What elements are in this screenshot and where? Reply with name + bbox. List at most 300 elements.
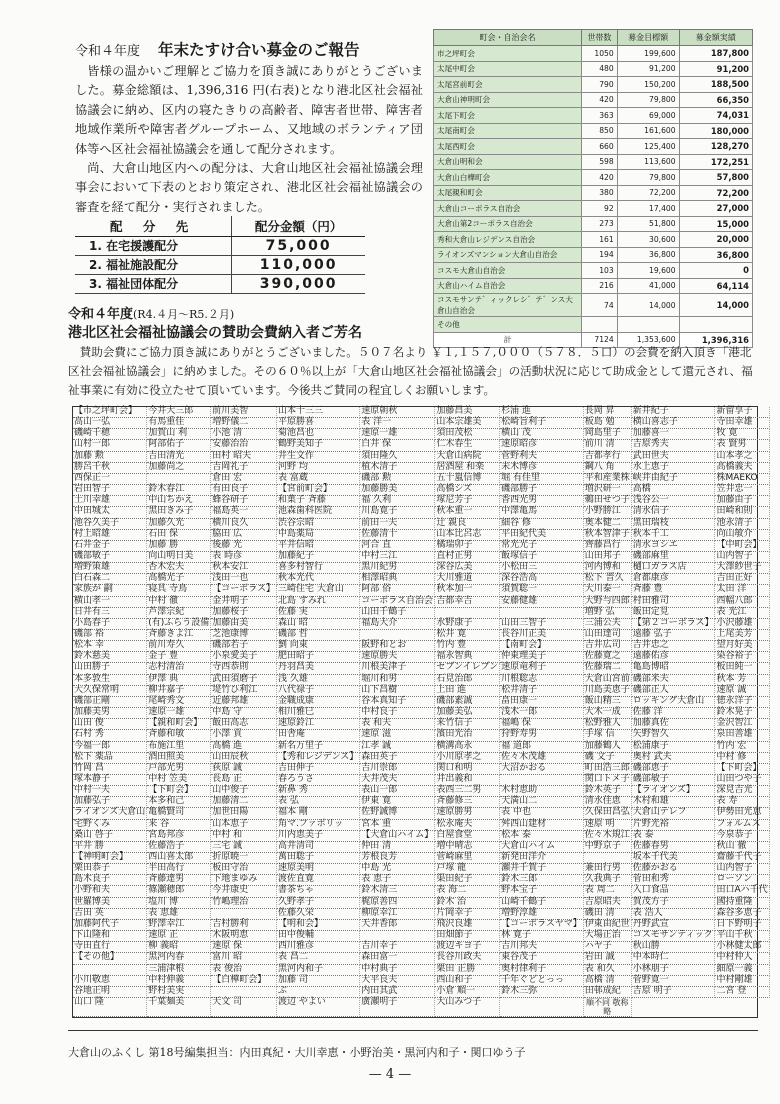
donor-name: 久保田昌弘 (584, 808, 632, 819)
town-households: 660 (582, 139, 618, 155)
donor-name: 森谷多恵子 (715, 909, 769, 920)
town-target (617, 317, 679, 333)
donor-name: 細原一義 (715, 965, 769, 976)
donor-name: 大場正治 (584, 931, 632, 942)
town-actual: 20,000 (679, 232, 752, 248)
donor-name: 西山和子 (435, 976, 500, 987)
editors-credit: 大倉山のふくし 第18号編集担当：内田真紀・大川幸恵・小野治美・黒河内和子・関口ゆう子 (68, 1046, 526, 1059)
donor-name: 丹野武宣 (632, 920, 716, 931)
donor-name: 千葉麺美 (147, 998, 211, 1017)
town-households: 103 (582, 263, 618, 279)
donor-name: 新発田洋介 (500, 853, 584, 864)
donor-name (500, 998, 584, 1017)
donor-name: 濱田光治 (435, 730, 500, 741)
donor-name: 今福一郎 (73, 742, 147, 753)
donor-name: 表 洋一 (360, 418, 435, 429)
town-row (434, 216, 753, 232)
town-actual: 91,200 (679, 61, 752, 77)
town-actual: 188,500 (679, 77, 752, 93)
donor-name: 家族が 嗣 (73, 585, 147, 596)
donor-name: 前川寿久 (147, 641, 211, 652)
donor-name: 金職成康 (277, 697, 360, 708)
donor-name: 加藤尚之 (147, 463, 211, 474)
donor-name: 加藤由美 (211, 619, 277, 630)
donor-name: 染谷裕子 (715, 652, 769, 663)
donor-name: 阿部佑子 (147, 440, 211, 451)
donor-name: 金子 豊 (147, 652, 211, 663)
donor-name: 上田 進 (435, 686, 500, 697)
donor-name: 谷地正明 (73, 987, 147, 998)
allocation-label: 2. 福祉施設配分 (75, 255, 232, 274)
donor-name: 直村正男 (435, 552, 500, 563)
donor-name: 武田須磨子 (211, 675, 277, 686)
donor-name: 黒河内和子 (277, 965, 360, 976)
donor-name: 竹岡 昌 (73, 764, 147, 775)
donor-name: 平和産業株 (584, 474, 632, 485)
intro-paragraph: 尚、大倉山地区内への配分は、大倉山地区社会福祉協議会理事会において下表のとおり策定され、港北区社会福祉協議会の審査を経て配分・実行されました。 (75, 161, 423, 214)
donor-name: 秋本加一 (435, 585, 500, 596)
town-target: 51,800 (617, 216, 679, 232)
town-target: 41,000 (617, 278, 679, 294)
donor-name: 鶴野美知子 (277, 440, 360, 451)
donor-name: 野澤幸江 (147, 920, 211, 931)
town-row (434, 123, 753, 139)
town-target: 161,600 (617, 123, 679, 139)
donor-name: 遠藤 弘子 (632, 630, 716, 641)
donor-name: 仁木春生 (435, 440, 500, 451)
donor-name: 山田邦子 (584, 552, 632, 563)
donor-name: 平井信昭 (277, 541, 360, 552)
donor-name: 島木良子 (73, 875, 147, 886)
donor-name-grid (72, 406, 768, 1018)
donor-name: 磯部敏子 (632, 775, 716, 786)
donor-name: 戸部光男 (147, 764, 211, 775)
donor-name: 林 寛子 (500, 931, 584, 942)
donor-name: 秋本重一 (435, 507, 500, 518)
donor-name: 細谷 修 (500, 519, 584, 530)
donor-name: 大倉山テレフ (632, 808, 716, 819)
donor-name: 長岡 昇 (584, 407, 632, 418)
donor-name: 小沢藤雄 (715, 619, 769, 630)
town-target: 199,600 (617, 46, 679, 62)
town-target: 91,200 (617, 61, 679, 77)
donor-name: 矢野智久 (632, 730, 716, 741)
donor-name: 前川 清 (584, 440, 632, 451)
donor-name: 長谷川政夫 (435, 953, 500, 964)
donor-name: 【市之坪町会】 (73, 407, 147, 418)
donor-name: 浅木一郎 (500, 708, 584, 719)
donor-name: 鈴木慈美 (73, 652, 147, 663)
donor-name: 吉都孝行 (584, 452, 632, 463)
donor-name: 鈴木春江 (147, 485, 211, 496)
donor-name: 金井明子 (211, 597, 277, 608)
town-header-target: 募金目標額 (617, 30, 679, 46)
town-row (434, 294, 753, 317)
donor-name: 脇田 広 (211, 530, 277, 541)
allocation-header-amount: 配分金額（円） (232, 216, 365, 236)
donor-name: 山本比呂志 (435, 530, 500, 541)
donor-name: 辻 親良 (435, 519, 500, 530)
donor-name: 表 寿 (715, 797, 769, 808)
donor-name: 谷本真知子 (360, 697, 435, 708)
donor-name: 加藤紀子 (277, 552, 360, 563)
donor-name: 今泉恭子 (715, 831, 769, 842)
town-households: 194 (582, 247, 618, 263)
donor-name: 河合 直 (360, 541, 435, 552)
town-header-actual: 募金額実績 (679, 30, 752, 46)
donor-name: 飯田定見 (632, 608, 716, 619)
donor-name: 福本 剛 (277, 808, 360, 819)
donor-name: 【大倉山ハイム】 (360, 831, 435, 842)
donor-name: ぶ (277, 987, 360, 998)
allocation-table (75, 216, 365, 294)
title-era: 令和４年度 (75, 44, 141, 59)
donor-name: 表 浩人 (632, 909, 716, 920)
donor-name: 三浦公夫 (584, 619, 632, 630)
donor-name: 白屋食堂 (435, 831, 500, 842)
donor-name: 山本恵子 (211, 820, 277, 831)
allocation-label: 1. 在宅援護配分 (75, 236, 232, 255)
donor-name: 磯部正剛 (73, 697, 147, 708)
donor-name: 大倉山宮前 (584, 675, 632, 686)
donor-name: 高橋 清 (584, 976, 632, 987)
donor-name: 日下野明子 (715, 920, 769, 931)
town-row (434, 170, 753, 186)
donor-name: 渡辺キヨ子 (435, 942, 500, 953)
donor-name: 深谷広美 (435, 563, 500, 574)
donor-name: 表 光江 (715, 608, 769, 619)
donor-name: 久我典子 (584, 875, 632, 886)
donor-name: 黒田瑞枝 (632, 519, 716, 530)
donor-name: 松野雅人 (584, 719, 632, 730)
donor-name: 秋本智津子 (584, 530, 632, 541)
town-row (434, 61, 753, 77)
donor-name: 磯部若子 (211, 641, 277, 652)
donor-name: 向山明日美 (147, 552, 211, 563)
donor-name: 太田 洋 (715, 585, 769, 596)
donor-name: 高橋シズ (435, 485, 500, 496)
donor-name: 河野 均 (277, 463, 360, 474)
donor-name: 平原勝喜 (277, 418, 360, 429)
donor-name: 菅野寛一 (632, 976, 716, 987)
donor-name: 【下町会】 (715, 764, 769, 775)
donor-name: 鈴木清三 (360, 886, 435, 897)
allocation-row (75, 274, 365, 293)
donor-name: 清水佳恵 (584, 797, 632, 808)
donor-name: 寝具 寺鳥 (147, 585, 211, 596)
donor-name: 板田純一 (715, 663, 769, 674)
donor-name: 井生文作 (277, 452, 360, 463)
donor-name: 三崎住宅 大倉山 (277, 585, 360, 596)
donor-name: 前川美智 (211, 407, 277, 418)
town-actual: 74,031 (679, 108, 752, 124)
town-target: 30,600 (617, 232, 679, 248)
town-households: 363 (582, 108, 618, 124)
donor-name: 山中俊子 (211, 786, 277, 797)
donor-name: 井出義和 (435, 775, 500, 786)
donor-name: 大井茂夫 (360, 775, 435, 786)
town-target: 125,400 (617, 139, 679, 155)
town-households: 161 (582, 232, 618, 248)
donor-name: 松井 寛 (435, 630, 500, 641)
town-households: 7124 (582, 332, 618, 348)
donor-name: 世羅博美 (73, 898, 147, 909)
donor-name: 天井香郎 (360, 920, 435, 931)
donor-name: 加世田陽 (211, 808, 277, 819)
town-donation-table (433, 29, 753, 348)
donor-name: 白井 保 (360, 440, 435, 451)
donor-name: 下地まゆみ (211, 875, 277, 886)
donor-name: 斉藤和敏 (147, 730, 211, 741)
donor-name: 横溝高永 (435, 742, 500, 753)
donor-name: 飯塚信子 (500, 552, 584, 563)
donor-name: 今井康史 (211, 886, 277, 897)
donor-name: 表 恵子 (360, 875, 435, 886)
donor-name: 加藤喜一 (632, 429, 716, 440)
donor-name: 有馬重佳 (147, 418, 211, 429)
town-actual: 14,000 (679, 294, 752, 317)
donor-name: 中村 和 (211, 831, 277, 842)
donor-name: 磯部敏子 (73, 552, 147, 563)
donor-name: 近藤邦雄 (211, 697, 277, 708)
donor-name: 大川泰一 (584, 585, 632, 596)
donor-name: 寺田直行 (73, 942, 147, 953)
donor-name: 表 賢男 (715, 440, 769, 451)
donor-name: 鵜田せつ子 (584, 496, 632, 507)
donor-name: 鈴木三郎 (500, 875, 584, 886)
donor-name: 土川幸雄 (73, 496, 147, 507)
donor-name: 富川 昭 (211, 953, 277, 964)
donor-name: 小島春子 (73, 619, 147, 630)
donor-name: 齋藤千代子 (715, 853, 769, 864)
donor-name: 加藤鶴人 (584, 742, 632, 753)
donor-name: 西幅八郎 (715, 597, 769, 608)
donor-name: 鈴木三弥 (500, 987, 584, 998)
town-row (434, 278, 753, 294)
donor-name: 福永智典 (435, 652, 500, 663)
donor-name: 加藤 司 (277, 976, 360, 987)
town-actual: 66,350 (679, 92, 752, 108)
town-households: 850 (582, 123, 618, 139)
donor-name: 中村仲人 (715, 953, 769, 964)
donor-name: 山崎千鶴子 (500, 898, 584, 909)
donor-name: 戸塚 龍 (435, 864, 500, 875)
donor-name: 橘瑞卯子 (435, 541, 500, 552)
donor-name: 劉 向東 (277, 641, 360, 652)
donor-name: 速原 滋 (360, 730, 435, 741)
town-name: 大倉山白樺町会 (434, 170, 582, 186)
donor-name: 松下 薬品 (73, 753, 147, 764)
donor-name: 居酒屋 和楽 (435, 463, 500, 474)
donor-name: ロッキング大倉山 (632, 697, 716, 708)
donor-name: 中島薬局 (277, 530, 360, 541)
donor-name: 磯部勝子 (500, 485, 584, 496)
donor-name: 天満山二 (500, 797, 584, 808)
town-target: 36,800 (617, 247, 679, 263)
donor-name: 速原美明 (277, 864, 360, 875)
donor-name: 本多敦生 (73, 675, 147, 686)
donor-name: 肥田昭子 (277, 652, 360, 663)
town-name: 大倉山明和会 (434, 154, 582, 170)
town-target: 79,800 (617, 170, 679, 186)
town-row (434, 232, 753, 248)
donor-name: 田舎庵 (277, 730, 360, 741)
donor-name: 吉岡礼子 (211, 463, 277, 474)
donor-name: 山田 俊 (73, 719, 147, 730)
donor-name: 磯 文子 (584, 753, 632, 764)
donor-name: 柳原幸江 (360, 909, 435, 920)
donor-name: 表 和久 (584, 965, 632, 976)
donor-name: 栗田恭子 (73, 864, 147, 875)
donor-name: 倉田 宏 (211, 474, 277, 485)
donor-name: 堤竹ひ利江 (211, 686, 277, 697)
donor-name: 渡佐直寛 (277, 875, 360, 886)
donor-name: 大山みつ子 (435, 998, 500, 1017)
donor-name: 大倉山病院 (435, 452, 500, 463)
donor-name: 菅野利夫 (500, 452, 584, 463)
donor-name: 奥本健二 (584, 519, 632, 530)
donor-name: 磯部米夫 (632, 675, 716, 686)
town-name: 大倉山コーポラス自治会 (434, 201, 582, 217)
donor-name: 佐藤かおる (632, 864, 716, 875)
donor-name: 山本十三三 (277, 407, 360, 418)
donor-name: 松浦康子 (632, 742, 716, 753)
donor-name: 佐藤 実 (277, 608, 360, 619)
donor-name: 高橋義夫 (715, 463, 769, 474)
donor-name: 中村一夫 (73, 786, 147, 797)
donor-name: 【神明町会】 (73, 853, 147, 864)
town-row (434, 77, 753, 93)
town-target: 14,000 (617, 294, 679, 317)
donor-name: 福 久利 (360, 496, 435, 507)
donor-name: 吉川崇郎 (360, 764, 435, 775)
donor-name: 蜂谷研子 (211, 496, 277, 507)
donor-name: 中山ちかえ (147, 496, 211, 507)
donor-name: 笠井忠一 (715, 485, 769, 496)
donor-name: 表 富蔵 (277, 474, 360, 485)
donor-name: 八代禄子 (277, 686, 360, 697)
donor-name: 村上昭雄 (73, 530, 147, 541)
donor-name: 志村清治 (147, 663, 211, 674)
donor-name: 【中町会】 (715, 541, 769, 552)
donor-name: 川島寛子 (360, 507, 435, 518)
donor-name: 田口Aハ千代 (715, 886, 769, 897)
donor-name: 半田高行 (147, 864, 211, 875)
town-actual: 72,200 (679, 185, 752, 201)
donor-name: 山田辰秋 (211, 753, 277, 764)
donor-name: 小川原孝之 (435, 753, 500, 764)
donor-name: 加藤昌美 (435, 407, 500, 418)
town-name: その他 (434, 317, 582, 333)
donor-name: 増野儀二 (211, 418, 277, 429)
donor-name: 加藤勝美 (360, 485, 435, 496)
donor-name: 廣瀬明子 (360, 998, 435, 1017)
donor-name: 佐藤寛之 (584, 652, 632, 663)
donor-name: 泉田善雄 (715, 730, 769, 741)
donor-name: 田中俊輔 (277, 931, 360, 942)
town-name: 太尾中町会 (434, 61, 582, 77)
donor-name: 磯崎千穂 (73, 429, 147, 440)
donor-name: 小倉 順一 (435, 987, 500, 998)
donor-name: 来竹信子 (435, 719, 500, 730)
donor-name: 木村和雄 (632, 797, 716, 808)
town-row (434, 185, 753, 201)
donor-name: 木村恵助 (500, 786, 584, 797)
donor-name: 松井清子 (500, 686, 584, 697)
donor-name: 長谷川正美 (500, 630, 584, 641)
donor-name: 未木博彦 (500, 463, 584, 474)
donor-name: 後藤 光 (211, 541, 277, 552)
donor-name: 柳井嘉子 (147, 686, 211, 697)
donor-name: 加賀山 利 (147, 429, 211, 440)
donor-name: 梶原善四 (360, 898, 435, 909)
donor-name: 堀川和男 (360, 675, 435, 686)
donor-name: 中島 光 (360, 864, 435, 875)
donor-name: 牧 寛 (715, 429, 769, 440)
donor-name: 小野和夫 (73, 886, 147, 897)
donor-name: 福島英一 (211, 507, 277, 518)
donor-name: 遠藤佑彦 (632, 652, 716, 663)
donor-name: 西保正一 (73, 474, 147, 485)
donor-name: 川内恵美子 (277, 831, 360, 842)
donor-name: 飯山精三 (584, 697, 632, 708)
donor-name: 布施江里 (147, 742, 211, 753)
donor-name: 佐野誠博 (360, 808, 435, 819)
town-target: 1,353,600 (617, 332, 679, 348)
donor-name: 平田紀代美 (500, 530, 584, 541)
donor-name: 吉原秀夫 (632, 440, 716, 451)
donor-name: 清水ヨシエ (632, 541, 716, 552)
town-row (434, 263, 753, 279)
donor-name: 佐藤 洋 (632, 708, 716, 719)
donor-name: 須賀聡一 (500, 585, 584, 596)
donor-name: 前田一夫 (360, 519, 435, 530)
donor-name: 野村美実 (147, 987, 211, 998)
donor-name: 横山孝一 (73, 597, 147, 608)
donor-name: 大久保常明 (73, 686, 147, 697)
donor-name: 平山千秋 (715, 931, 769, 942)
donor-name: 亀島博昭 (632, 663, 716, 674)
donor-name: 丹羽昌美 (277, 663, 360, 674)
title-main: 年末たすけ合い募金のご報告 (158, 41, 360, 59)
town-actual: 64,114 (679, 278, 752, 294)
donor-name: 吉川幸子 (360, 942, 435, 953)
donor-name: 秋山 徹 (715, 842, 769, 853)
membership-period: (R4.４月〜R5.２月) (133, 308, 235, 321)
donor-name: 田邨成紀 (584, 987, 632, 998)
donor-name: 舛西山建材 (500, 820, 584, 831)
donor-name: 吉原昭夫 (584, 898, 632, 909)
town-households (582, 317, 618, 333)
donor-name: 表 恵雄 (147, 909, 211, 920)
donor-name: 相川雅巳 (277, 708, 360, 719)
donor-name: 速原 誠 (715, 686, 769, 697)
donor-name: 磯田 清 (584, 909, 632, 920)
donor-name: 山口 隆 (73, 998, 147, 1017)
donor-name: 入口食品 (632, 886, 716, 897)
town-name: 太尾宮前町会 (434, 77, 582, 93)
town-households: 1050 (582, 46, 618, 62)
donor-name: 佐藤浩子 (147, 842, 211, 853)
allocation-amount: 110,000 (232, 255, 365, 274)
donor-name: 福 道郎 (500, 742, 584, 753)
donor-name: 池永清子 (715, 519, 769, 530)
donor-name: 加藤 勝 (147, 541, 211, 552)
donor-name: 安藤治治 (211, 440, 277, 451)
donor-name: 福島大介 (360, 619, 435, 630)
donor-name: 【白樺町会】 (211, 976, 277, 987)
donor-name: 表 和夫 (360, 719, 435, 730)
